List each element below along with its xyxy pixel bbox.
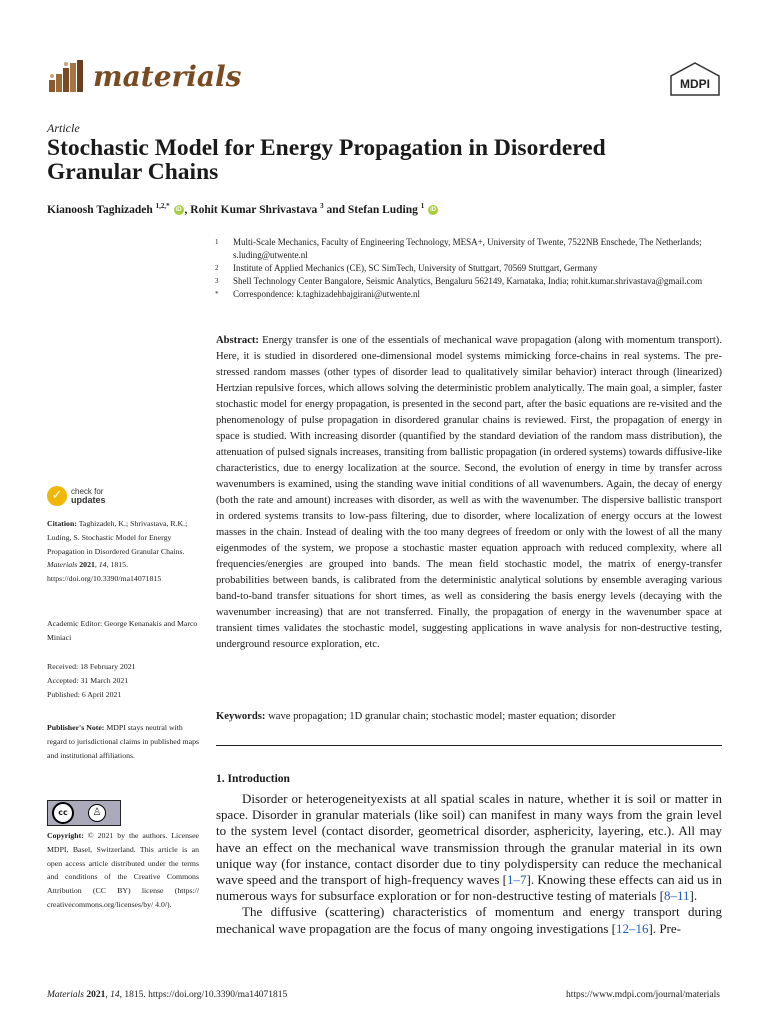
orcid-icon[interactable]: iD xyxy=(175,207,182,214)
published-date: Published: 6 April 2021 xyxy=(47,689,122,699)
affiliation-mark: 2 xyxy=(215,264,219,272)
paragraph-text: The diffusive (scattering) characteristics of momentum and energy transport during mechanical wave propagation are the focus of many ongoing investigations [ xyxy=(216,904,722,936)
author-affil-sup: 1,2,* xyxy=(155,202,170,210)
academic-editor: Academic Editor: George Kenanakis and Marco Miniaci xyxy=(47,619,198,642)
author-separator: and xyxy=(323,203,348,216)
citation-year: 2021 xyxy=(79,560,95,570)
orcid-icon[interactable]: iD xyxy=(430,207,437,214)
author-name: Kianoosh Taghizadeh xyxy=(47,203,153,216)
footer-journal-url[interactable]: https://www.mdpi.com/journal/materials xyxy=(566,990,720,1000)
accepted-date: Accepted: 31 March 2021 xyxy=(47,675,129,685)
author-affil-sup: 1 xyxy=(420,202,425,210)
footer-citation: Materials 2021, 14, 1815. https://doi.org/10.3390/ma14071815 xyxy=(47,990,288,1000)
journal-logo-icon xyxy=(47,58,89,94)
paragraph-text: ]. Knowing these effects can aid us in numerous ways for subsurface exploration or for non-destructive testing of materials [ xyxy=(216,872,722,904)
affiliation-mark: * xyxy=(215,290,219,298)
copyright-notice xyxy=(47,829,199,912)
footer-journal: Materials xyxy=(47,990,84,1000)
affiliation-text: Correspondence: k.taghizadehbajgirani@utwente.nl xyxy=(233,289,420,299)
citation-text: Taghizadeh, K.; Shrivastava, R.K.; Luding, S. Stochastic Model for Energy Propagation in Disordered Granular Chains. xyxy=(47,519,188,556)
introduction-body xyxy=(216,791,722,937)
author-name: Stefan Luding xyxy=(347,203,418,216)
footer-year: 2021 xyxy=(86,990,106,1000)
keywords-text: wave propagation; 1D granular chain; stochastic model; master equation; disorder xyxy=(268,711,616,722)
affiliation-item xyxy=(215,288,725,301)
footer-doi[interactable]: , 1815. https://doi.org/10.3390/ma14071815 xyxy=(119,990,288,1000)
affiliation-item xyxy=(215,236,725,262)
paragraph-text: ]. Pre- xyxy=(648,920,681,936)
section-heading: 1. Introduction xyxy=(216,773,290,785)
author-affil-sup: 3 xyxy=(320,202,324,210)
paragraph-text: ]. xyxy=(689,888,698,904)
author-list: Kianoosh Taghizadeh $^{1,2,*}$ iD , Rohit Kumar Shrivastava $^3$ and Stefan Luding $^1$ iD xyxy=(47,202,437,216)
affiliation-item xyxy=(215,262,725,275)
received-date: Received: 18 February 2021 xyxy=(47,662,136,671)
check-line2: updates xyxy=(71,495,106,505)
publisher-note-label: Publisher's Note: xyxy=(47,723,105,732)
citation-volume: 14 xyxy=(98,560,107,570)
citation-doi-link[interactable]: https://doi.org/10.3390/ma14071815 xyxy=(47,574,162,584)
affiliation-item xyxy=(215,275,725,288)
keywords xyxy=(216,711,722,722)
publisher-note-text: MDPI stays neutral with regard to jurisdictional claims in published maps and institutional affiliations. xyxy=(47,723,200,760)
affiliation-mark: 3 xyxy=(215,277,219,285)
copyright-label: Copyright: xyxy=(47,831,84,840)
author-name: Rohit Kumar Shrivastava xyxy=(190,203,318,216)
paragraph-text: Disorder or heterogeneityexists at all spatial scales in nature, whether it is soil or matter in space. Disorder in granular materials (like soil) can manifest in many ways from the grain level to the system level (contact disorder, geometrical disorder, asphericity, layering, etc.). All may have an effect on the mechanical wave transmission through the granular material in its own unique way (for instance, contact disorder due to tiny polydispersity can reduce the mechanical wave speed and the transport of high-frequency waves [ xyxy=(216,791,722,888)
check-line1: check for xyxy=(71,487,104,496)
citation-block: Citation: Taghizadeh, K.; Shrivastava, R.K.; Luding, S. Stochastic Model for Energy Propagation in Disordered Granular Chains. Materials 2021, 14, 1815. https://doi.org/10.3390/ma14071815 xyxy=(47,519,188,584)
cc-icon: cc xyxy=(52,802,74,824)
citation-link[interactable]: 8–11 xyxy=(664,888,690,904)
affiliations xyxy=(215,236,725,301)
paragraph xyxy=(216,791,722,904)
citation-journal: Materials xyxy=(47,560,78,570)
affiliation-text: Institute of Applied Mechanics (CE), SC SimTech, University of Stuttgart, 70569 Stuttgart, Germany xyxy=(233,263,598,273)
by-icon: ♙ xyxy=(88,804,106,822)
check-for-updates-button[interactable] xyxy=(47,486,106,506)
citation-link[interactable]: 12–16 xyxy=(616,920,649,936)
mdpi-label: MDPI xyxy=(680,77,710,91)
mdpi-logo-icon xyxy=(669,62,721,96)
publisher-note xyxy=(47,721,202,762)
abstract-label: Abstract: xyxy=(216,335,259,346)
cc-by-license-badge[interactable] xyxy=(47,800,121,826)
affiliation-mark: 1 xyxy=(215,238,219,246)
citation-pages: , 1815. xyxy=(106,560,129,570)
abstract-text: Energy transfer is one of the essentials of mechanical wave propagation (along with momentum transport). Here, it is studied in disordered one-dimensional model systems mimicking force-chains in real systems. The pre-stressed random masses (other types of disorder lead to qualitatively similar behavior) interact through (linearized) Hertzian repulsive forces, which allows solving the deterministic problem analytically. The main goal, a simpler, faster stochastic model for energy propagation, is presented in the second part, after the basic equations are re-visited and the phenomenology of pulse propagation in disordered granular chains is reviewed. First, the propagation of energy in space is studied. With increasing disorder (quantified by the standard deviation of the random mass distribution), the attenuation of pulsed signals increases, transiting from ballistic propagation (in ordered systems) towards diffusive-like characteristics, due to energy localization at the source. Second, the evolution of energy in time by transfer across wavenumbers is examined, using the standing wave initial conditions of all wavenumbers. Again, the decay of energy (both the rate and amount) increases with disorder, as well as with the wavenumber. The dispersive ballistic transport in ordered systems transits to low-pass filtering, due to disorder, where localization of energy occurs at the lowest masses in the chain. Instead of dealing with the too many degrees of freedom or only with the lowest of all the many eigenmodes of the system, we propose a stochastic master equation approach with reduced complexity, where all frequencies/energies are grouped into bands. The mean field stochastic model, the matrix of energy-transfer probabilities between bands, is calibrated from the deterministic analytical solutions by ensemble averaging various band-to-band transfer situations for short times, as well as considering the basis energy levels (decaying with the wavenumber increasing) that are not transferred. Finally, the propagation of energy in the wavenumber space at transient times validates the stochastic model, suggesting applications in wave analysis for non-destructive testing, underground resource exploration, etc. xyxy=(216,335,722,650)
affiliation-text: Multi-Scale Mechanics, Faculty of Engineering Technology, MESA+, University of Twente, 7522NB Enschede, The Netherlands; s.luding@utwente.nl xyxy=(233,237,702,260)
footer-volume: 14 xyxy=(110,990,120,1000)
paragraph xyxy=(216,904,722,936)
section-divider xyxy=(216,745,722,746)
checkmark-icon: ✓ xyxy=(47,486,67,506)
paper-title: Stochastic Model for Energy Propagation in Disordered Granular Chains xyxy=(47,135,606,185)
citation-label: Citation: xyxy=(47,519,77,528)
copyright-text: © 2021 by the authors. Licensee MDPI, Basel, Switzerland. This article is an open access article distributed under the terms and conditions of the Creative Commons Attribution (CC BY) license (https:// creativecommons.org/licenses/by/ 4.0/). xyxy=(47,831,199,909)
journal-name: materials xyxy=(93,60,242,93)
citation-link[interactable]: 1–7 xyxy=(507,872,527,888)
keywords-label: Keywords: xyxy=(216,711,266,722)
affiliation-text: Shell Technology Center Bangalore, Seismic Analytics, Bengaluru 562149, Karnataka, India; rohit.kumar.shrivastava@gmail.com xyxy=(233,276,703,286)
dates-block xyxy=(47,660,202,701)
article-type-label: Article xyxy=(47,121,80,135)
abstract xyxy=(216,333,722,653)
